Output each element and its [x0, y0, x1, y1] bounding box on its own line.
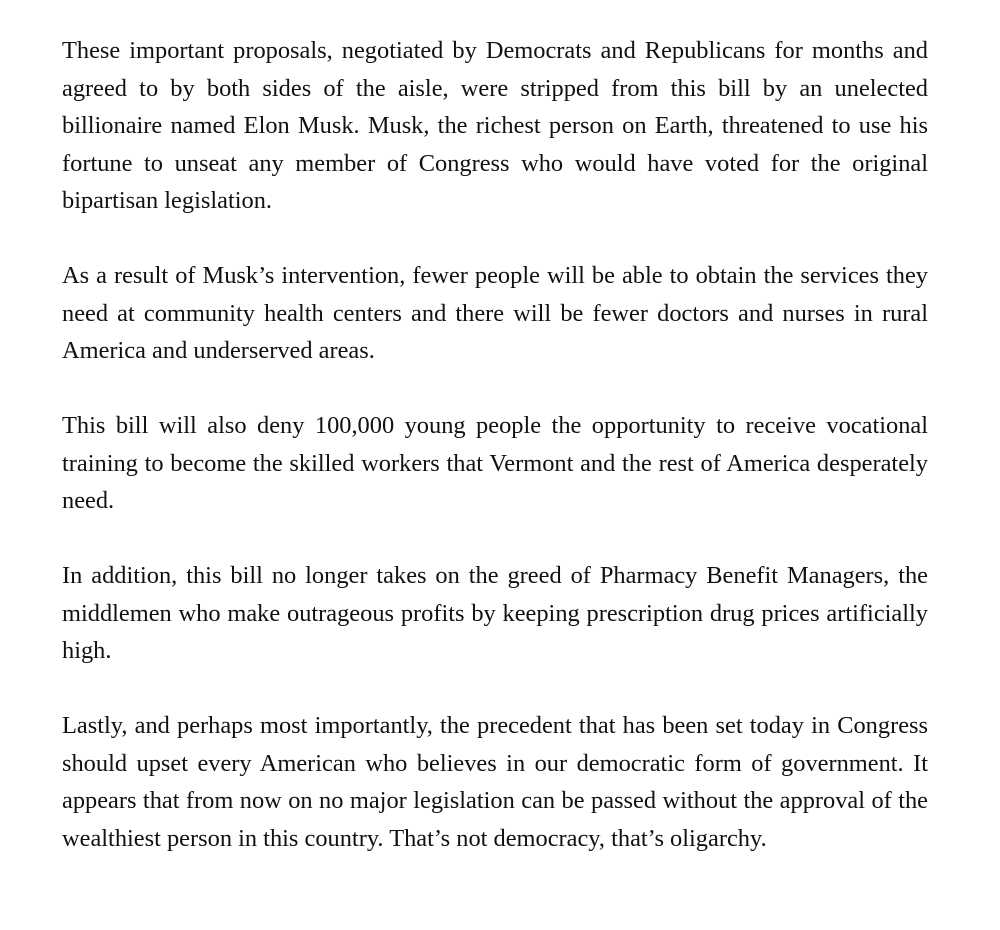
paragraph-vocational-training: This bill will also deny 100,000 young people the opportunity to receive vocational training to become the skilled workers that Vermont and the rest of America desperately need.: [62, 412, 928, 514]
paragraph-proposals-stripped: These important proposals, negotiated by Democrats and Republicans for months and agreed to by both sides of the aisle, were stripped from this bill by an unelected billionaire named Elon Musk. Musk, the richest person on Earth, threatened to use his fortune to unseat any member of Congress who would have voted for the original bipartisan legislation.: [62, 37, 928, 214]
paragraph-oligarchy: Lastly, and perhaps most importantly, the precedent that has been set today in Congress should upset every American who believes in our democratic form of government. It appears that from now on no major legislation can be passed without the approval of the wealthiest person in this country. That’s not democracy, that’s oligarchy.: [62, 712, 928, 852]
paragraph-health-centers: As a result of Musk’s intervention, fewer people will be able to obtain the services they need at community health centers and there will be fewer doctors and nurses in rural America and underserved areas.: [62, 262, 928, 364]
paragraph-pharmacy-benefit-managers: In addition, this bill no longer takes on the greed of Pharmacy Benefit Managers, the middlemen who make outrageous profits by keeping prescription drug prices artificially high.: [62, 562, 928, 664]
